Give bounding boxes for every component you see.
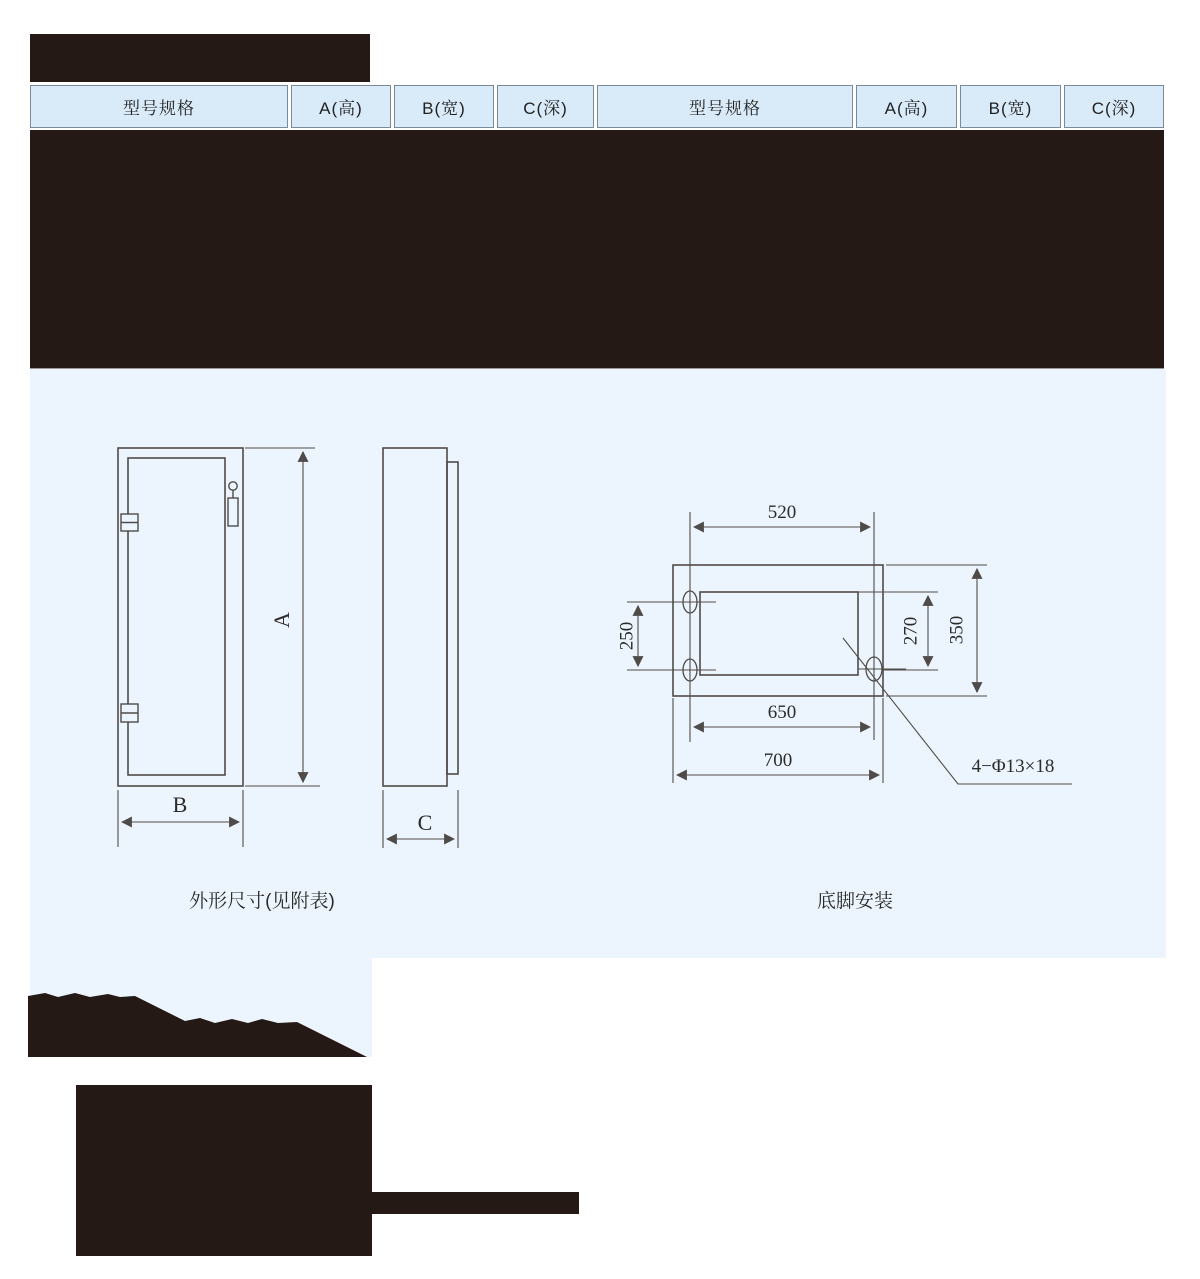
dim-650-label: 650 <box>767 702 797 723</box>
header-cell-c-right: C(深) <box>1064 85 1164 128</box>
a-dimension-label: A <box>269 612 295 628</box>
spec-table-header-row <box>30 85 1164 128</box>
dim-350-label: 350 <box>946 615 968 645</box>
b-dimension-label: B <box>172 792 188 817</box>
bottom-redaction-bar <box>372 1192 579 1214</box>
hole-note-label: 4−Φ13×18 <box>971 756 1055 777</box>
c-dimension-label: C <box>417 810 433 835</box>
header-cell-a-right: A(高) <box>856 85 957 128</box>
bottom-redaction-block <box>76 1085 372 1256</box>
header-cell-model-left: 型号规格 <box>30 85 288 128</box>
header-cell-model-right: 型号规格 <box>597 85 853 128</box>
header-cell-b-left: B(宽) <box>394 85 494 128</box>
drawing-section-lower-left-background <box>30 958 372 1057</box>
dim-700-label: 700 <box>763 750 793 771</box>
mounting-figure-caption: 底脚安装 <box>816 891 893 912</box>
dim-270-label: 270 <box>900 616 922 646</box>
title-redaction-block <box>30 34 370 82</box>
dim-250-label: 250 <box>616 621 638 651</box>
dim-520-label: 520 <box>767 502 797 523</box>
drawing-section-background <box>30 369 1166 958</box>
header-cell-a-left: A(高) <box>291 85 391 128</box>
table-body-redaction-block <box>30 130 1164 370</box>
header-cell-c-left: C(深) <box>497 85 594 128</box>
header-cell-b-right: B(宽) <box>960 85 1061 128</box>
outline-figure-caption: 外形尺寸(见附表) <box>189 891 335 912</box>
